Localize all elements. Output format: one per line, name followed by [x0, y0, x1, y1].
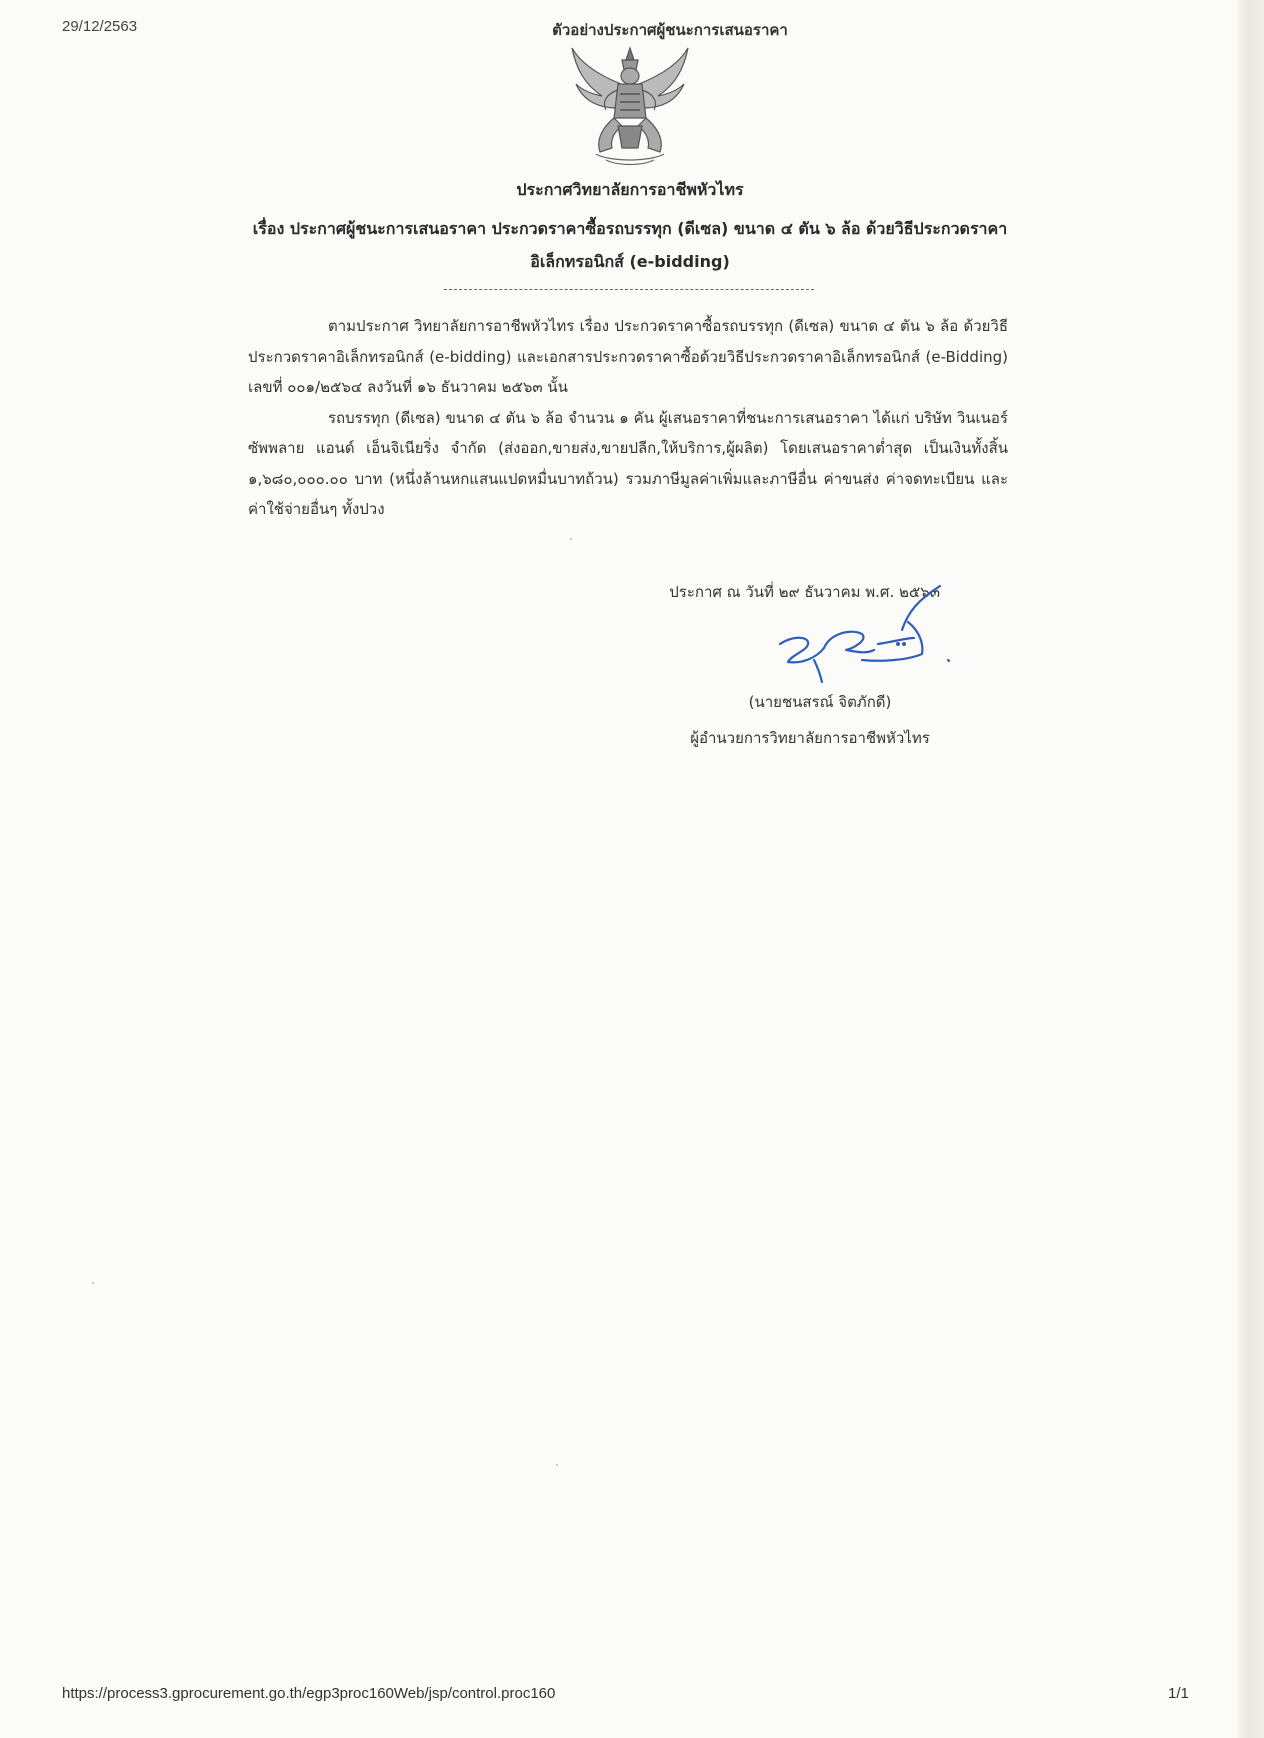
signature-icon	[758, 578, 958, 688]
subject-line-1: เรื่อง ประกาศผู้ชนะการเสนอราคา ประกวดราคาซื้อรถบรรทุก (ดีเซล) ขนาด ๔ ตัน ๖ ล้อ ด้วยวิธีประกวดราคา	[252, 219, 1008, 238]
scan-speck	[570, 538, 572, 540]
signer-position: ผู้อำนวยการวิทยาลัยการอาชีพหัวไทร	[690, 729, 930, 747]
subject-line-2: อิเล็กทรอนิกส์ (e-bidding)	[530, 252, 730, 271]
print-date: 29/12/2563	[62, 18, 138, 35]
garuda-emblem-icon	[566, 44, 694, 170]
footer-page-number: 1/1	[1168, 1685, 1189, 1702]
scan-edge	[1238, 0, 1264, 1738]
scan-speck	[92, 1282, 94, 1284]
scan-speck	[556, 1464, 558, 1466]
paragraph-winner: รถบรรทุก (ดีเซล) ขนาด ๔ ตัน ๖ ล้อ จำนวน ๑ คัน ผู้เสนอราคาที่ชนะการเสนอราคา ได้แก่ บริษัท วินเนอร์ ซัพพลาย แอนด์ เอ็นจิเนียริ่ง จำกัด (ส่งออก,ขายส่ง,ขายปลีก,ให้บริการ,ผู้ผลิต) โดยเสนอราคาต่ำสุด เป็นเงินทั้งสิ้น ๑,๖๘๐,๐๐๐.๐๐ บาท (หนึ่งล้านหกแสนแปดหมื่นบาทถ้วน) รวมภาษีมูลค่าเพิ่มและภาษีอื่น ค่าขนส่ง ค่าจดทะเบียน และค่าใช้จ่ายอื่นๆ ทั้งปวง	[248, 408, 1008, 518]
announce-date: ประกาศ ณ วันที่ ๒๙ ธันวาคม พ.ศ. ๒๕๖๓	[669, 583, 940, 601]
header-label: ตัวอย่างประกาศผู้ชนะการเสนอราคา	[552, 21, 788, 39]
paragraph-reference: ตามประกาศ วิทยาลัยการอาชีพหัวไทร เรื่อง ประกวดราคาซื้อรถบรรทุก (ดีเซล) ขนาด ๔ ตัน ๖ ล้อ ด้วยวิธีประกวดราคาอิเล็กทรอนิกส์ (e-bidding) และเอกสารประกวดราคาซื้อด้วยวิธีประกวดราคาอิเล็กทรอนิกส์ (e-Bidding) เลขที่ ๐๐๑/๒๕๖๔ ลงวันที่ ๑๖ ธันวาคม ๒๕๖๓ นั้น	[248, 317, 1008, 396]
org-title: ประกาศวิทยาลัยการอาชีพหัวไทร	[516, 180, 744, 199]
footer-url: https://process3.gprocurement.go.th/egp3proc160Web/jsp/control.proc160	[62, 1685, 556, 1702]
subject-heading	[240, 212, 1020, 278]
divider	[444, 289, 814, 290]
announcement-body	[248, 311, 1008, 525]
signer-name: (นายชนสรณ์ จิตภักดี)	[748, 693, 892, 711]
